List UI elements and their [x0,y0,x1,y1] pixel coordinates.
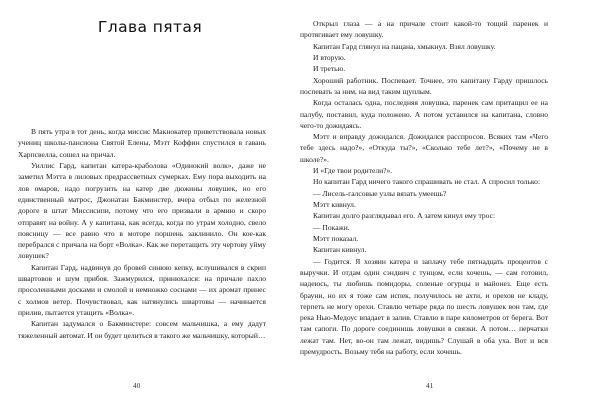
paragraph: И третью. [313,64,346,74]
right-page [300,0,600,413]
dialogue-line: — Покажи. [313,222,350,232]
chapter-title: Глава пятая [97,18,203,36]
paragraph: Капитан кивнул. [313,245,367,255]
paragraph: Капитан Гард глянул на пацана, хмыкнул. Взял ловушку. [313,41,496,51]
paragraph: Хороший работник. Поспевает. Точнее, это капитану Гарду пришлось поспевать за ним, на вид таким щуплым. [300,75,548,96]
right-page-body-text [300,18,548,357]
paragraph: Капитан задумался о Бакминстере: совсем мальчишка, а ему дадут тяжеленный автомат. И он будет целиться в такого же мальчишку, который… [18,319,266,340]
paragraph: И вторую. [313,52,346,62]
paragraph: Когда осталась одна, последняя ловушка, паренек сам притащил ее на палубу, поставил, куда положено. А потом уставился на капитана, словно чего-то дожидаясь. [300,98,548,130]
paragraph: Открыл глаза — а на причале стоит какой-то тощий паренек и протягивает ему ловушку. [300,19,548,40]
paragraph: Капитан долго разглядывал его. А затем кинул ему трос: [313,211,496,221]
dialogue-line: — Лисель-галсовые узлы вязать умеешь? [313,188,447,198]
paragraph: В пять утра в тот день, когда миссис Макнокатер приветствовала новых учениц школы-пансиона Святой Елены, Мэтт Коффин спустился в гавань Харпсвелла, сошел на причал. [18,127,266,159]
paragraph: Но капитан Гард ничего такого спрашивать не стал. А спросил только: [313,177,541,187]
paragraph: Мэтт и вправду дожидался. Дожидался расспросов. Всяких там «Чего тебе здесь надо?», «Откуда ты?», «Сколько тебе лет?», «Почему не в школе?». [300,132,548,164]
page-number-right: 41 [426,382,434,390]
left-page-body-text [18,126,266,341]
paragraph: И «Где твои родители?». [313,166,393,176]
paragraph: Капитан Гард, надвинув до бровей синюю кепку, вслушивался в скрип швартовов и шум прибоя. Зажмурился, принюхался: на причале пахло просоленными досками и смолой и немножко соснами — их аромат принес с холмов ветер. Почувствовал, как натянулись швартовы — начинается прилив, пытается утащить «Волка». [18,262,266,317]
page-number-left: 40 [133,382,141,390]
paragraph: Мэтт показал. [313,233,359,243]
dialogue-line: — Годится. Я хозяин катера и заплачу тебе пятнадцать процентов с выручки. И отдам один сэндвич с тунцом, если хочешь, — сам готовил, надеюсь, ты любишь помидоры, соленые огурцы и майонез. Еще есть брауни, но их я тоже сам испек, получилось не ахти, и орехов не кладу, терпеть не могу орехи. Ставлю четыре ряда по шесть ловушек вон там, где река Нью-Медоус впадает в залив. Ставлю в паре километров от берега. Вот там сапоги. По дороге соединишь ловушки в связки. А потом… перчатки лежат там. Нет, во-он там лежат, видишь? Слушай в оба уха. Вот и вся премудрость. Возьму тебя на работу, если хочешь. [300,256,548,357]
paragraph: Мэтт кивнул. [313,200,356,209]
paragraph: Уиллис Гард, капитан катера-краболова «Одинокий волк», даже не заметил Мэтта в лиловых предрассветных сумерках. Ему пора выходить на лов омаров, надо погрузить на катер две дюжины ловушек, но его единственный матрос, Джонатан Бакминстер, вчера отбыл по железной дороге в штат Миссисипи, потому что его призвали в армию и скоро отправят на войну. А у капитана, как всегда, когда по утрам холодно, свело поясницу — все равно что в моторе поршень заклинило. Он кое-как перебрался с причала на борт «Волка». Как же перетащить эту чертову уйму ловушек? [18,160,266,261]
